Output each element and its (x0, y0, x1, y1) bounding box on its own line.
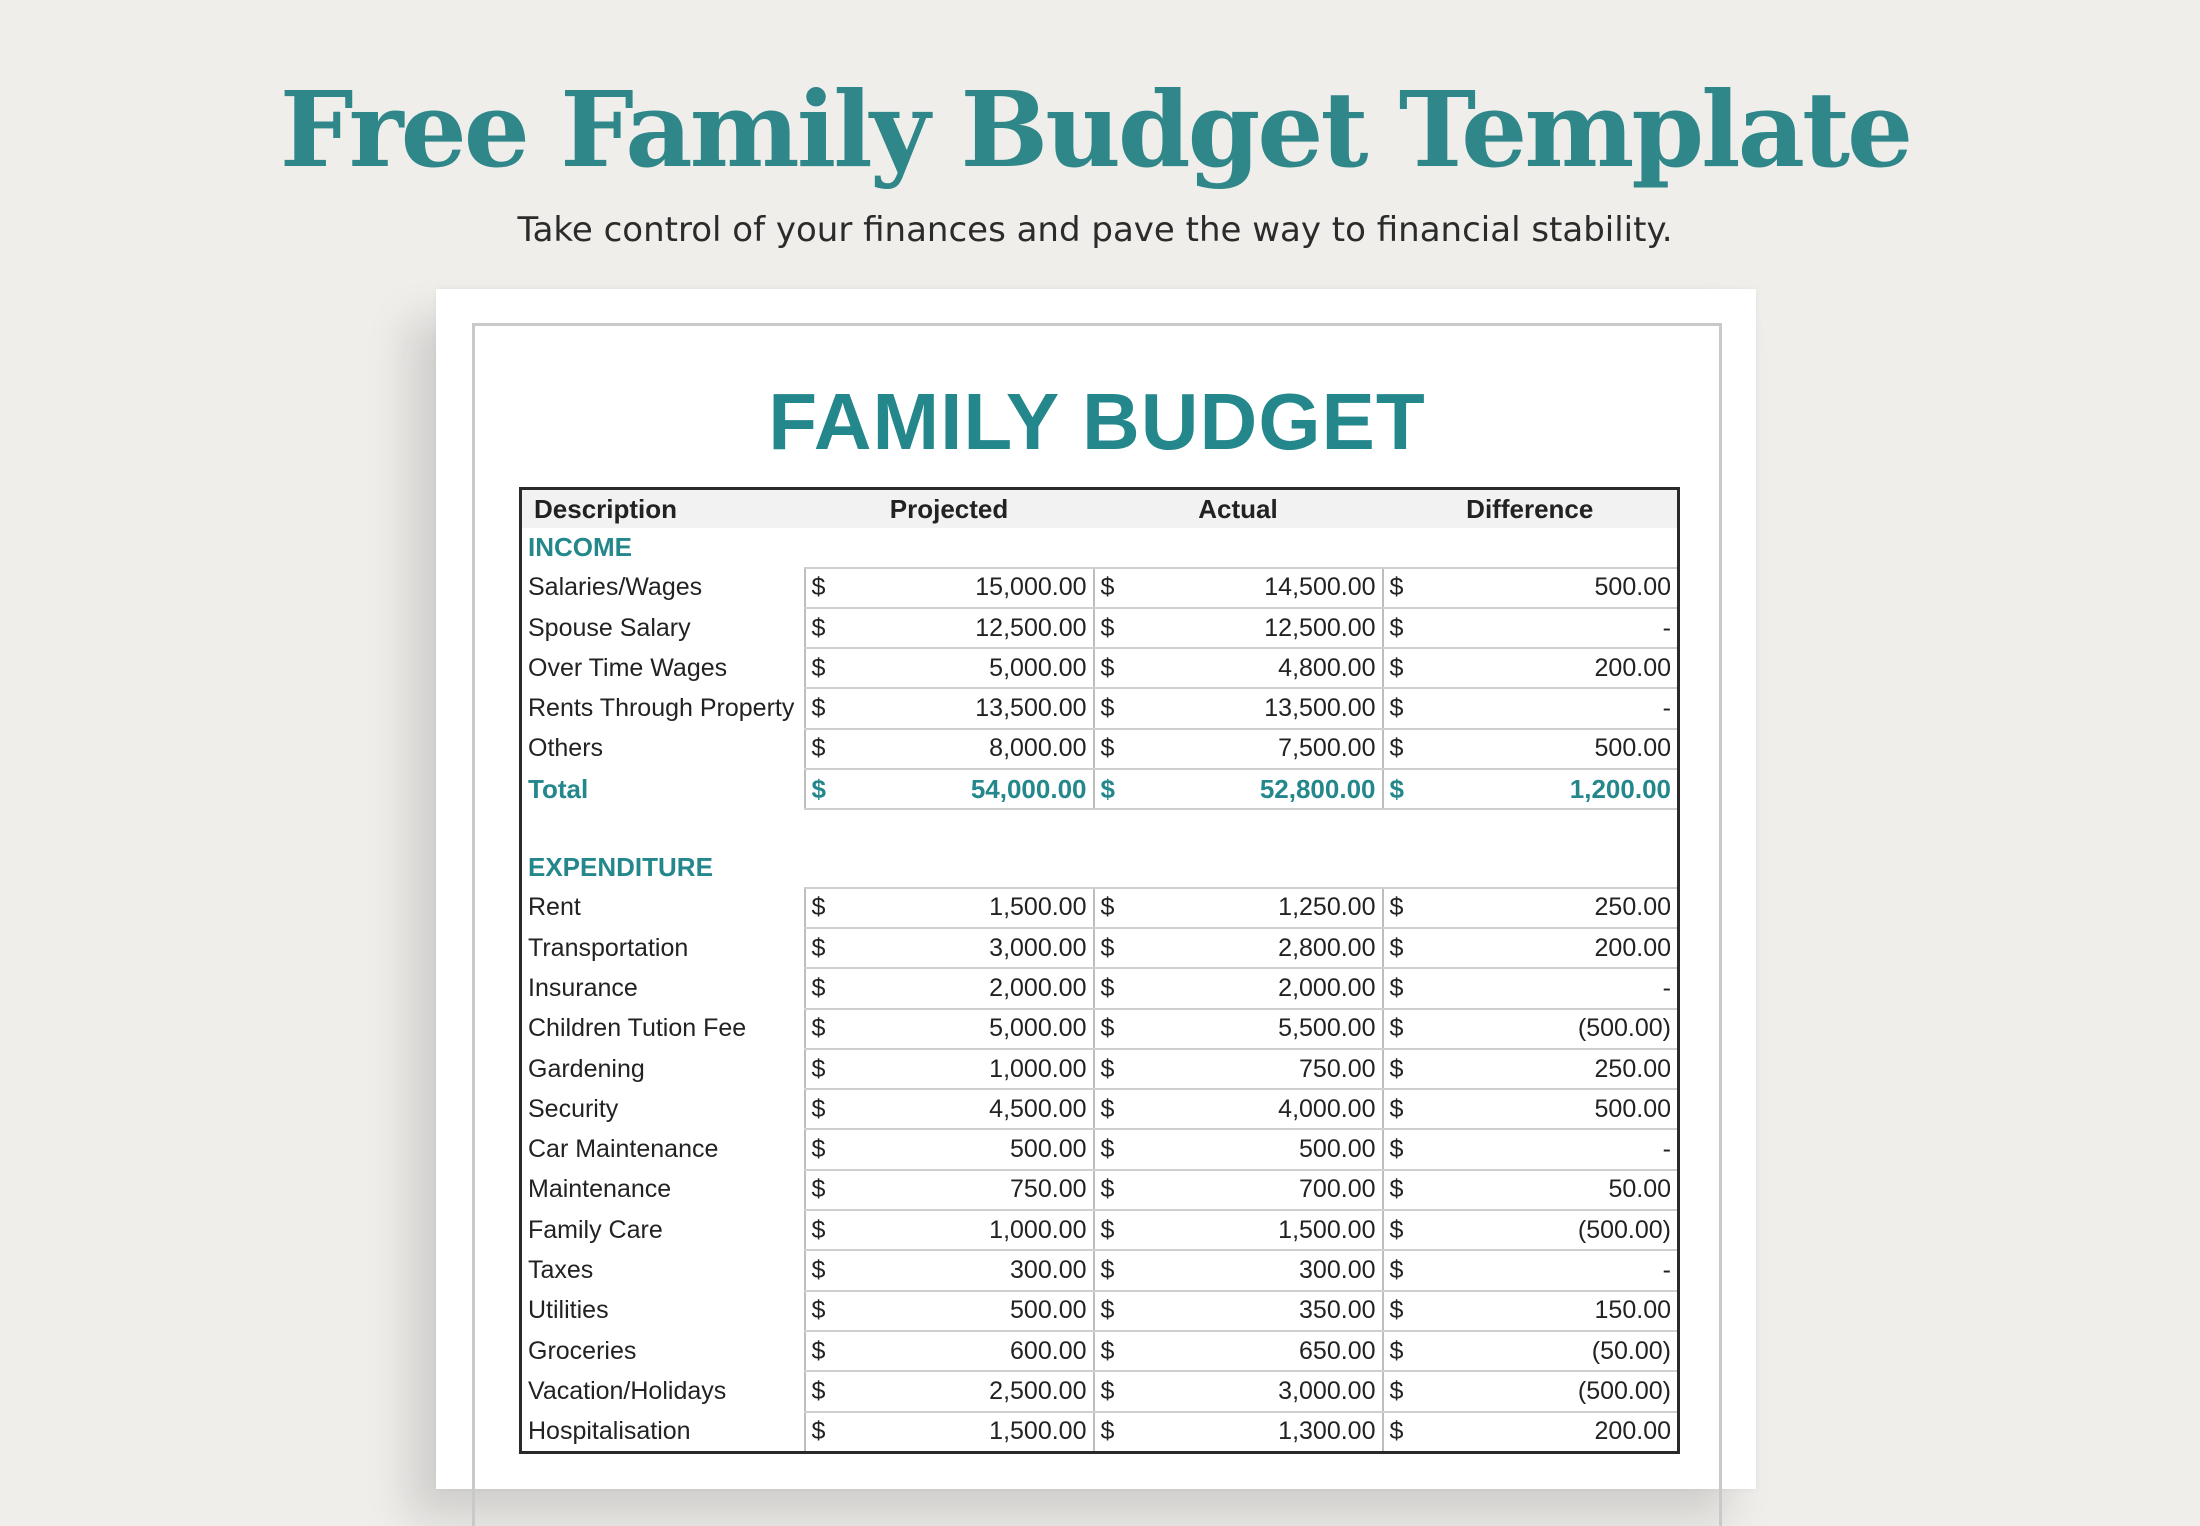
projected-value: 4,500.00 (841, 1089, 1094, 1129)
projected-value: 8,000.00 (841, 729, 1094, 769)
row-description: Security (528, 1094, 619, 1123)
income-section-row (521, 528, 1679, 567)
currency-symbol: $ (1094, 968, 1130, 1008)
projected-value: 5,000.00 (841, 648, 1094, 688)
difference-value: - (1419, 1250, 1679, 1290)
currency-symbol: $ (1094, 928, 1130, 968)
currency-symbol: $ (1094, 608, 1130, 648)
total-label: Total (528, 773, 589, 804)
currency-symbol: $ (1383, 888, 1419, 928)
currency-symbol: $ (1383, 1371, 1419, 1411)
expenditure-section-row (521, 848, 1679, 887)
difference-value: 250.00 (1419, 1049, 1679, 1089)
currency-symbol: $ (805, 1089, 841, 1129)
currency-symbol: $ (1094, 1009, 1130, 1049)
table-row (521, 1170, 1679, 1210)
row-description: Utilities (528, 1296, 609, 1325)
row-description: Hospitalisation (528, 1416, 691, 1445)
currency-symbol: $ (1383, 688, 1419, 728)
currency-symbol: $ (805, 928, 841, 968)
row-description: Gardening (528, 1054, 645, 1083)
table-row (521, 1331, 1679, 1371)
projected-value: 2,000.00 (841, 968, 1094, 1008)
currency-symbol: $ (1094, 729, 1130, 769)
row-description: Others (528, 734, 604, 763)
table-row (521, 1210, 1679, 1250)
currency-symbol: $ (1383, 1412, 1419, 1453)
projected-value: 300.00 (841, 1250, 1094, 1290)
row-description: Spouse Salary (528, 613, 691, 642)
currency-symbol: $ (1094, 1291, 1130, 1331)
row-description: Groceries (528, 1336, 637, 1365)
projected-value: 1,500.00 (841, 1412, 1094, 1453)
currency-symbol: $ (1383, 1170, 1419, 1210)
currency-symbol: $ (805, 1210, 841, 1250)
budget-sheet (436, 289, 1756, 1489)
currency-symbol: $ (1094, 1371, 1130, 1411)
table-row (521, 1412, 1679, 1453)
currency-symbol: $ (1094, 648, 1130, 688)
currency-symbol: $ (1094, 1412, 1130, 1453)
difference-value: 500.00 (1419, 568, 1679, 608)
page-subtitle: Take control of your finances and pave the way to financial stability. (517, 210, 1673, 250)
projected-value: 5,000.00 (841, 1009, 1094, 1049)
currency-symbol: $ (1383, 1331, 1419, 1371)
currency-symbol: $ (1383, 608, 1419, 648)
projected-value: 12,500.00 (841, 608, 1094, 648)
table-row (521, 568, 1679, 608)
row-description: Rents Through Property (528, 694, 795, 723)
difference-value: 200.00 (1419, 928, 1679, 968)
currency-symbol: $ (1383, 968, 1419, 1008)
total-projected-value: 54,000.00 (841, 769, 1094, 809)
projected-value: 500.00 (841, 1129, 1094, 1169)
currency-symbol: $ (805, 729, 841, 769)
difference-value: - (1419, 608, 1679, 648)
table-row (521, 928, 1679, 968)
currency-symbol: $ (805, 1412, 841, 1453)
actual-value: 7,500.00 (1130, 729, 1383, 769)
currency-symbol: $ (1094, 1170, 1130, 1210)
currency-symbol: $ (805, 568, 841, 608)
currency-symbol: $ (805, 1331, 841, 1371)
table-row (521, 608, 1679, 648)
currency-symbol: $ (1094, 769, 1130, 809)
column-header-difference: Difference (1466, 493, 1594, 524)
difference-value: - (1419, 688, 1679, 728)
row-description: Over Time Wages (528, 653, 728, 682)
currency-symbol: $ (1094, 1049, 1130, 1089)
projected-value: 1,500.00 (841, 888, 1094, 928)
projected-value: 3,000.00 (841, 928, 1094, 968)
difference-value: (50.00) (1419, 1331, 1679, 1371)
currency-symbol: $ (1094, 688, 1130, 728)
projected-value: 13,500.00 (841, 688, 1094, 728)
currency-symbol: $ (1383, 928, 1419, 968)
actual-value: 1,250.00 (1130, 888, 1383, 928)
difference-value: (500.00) (1419, 1210, 1679, 1250)
page-title: Free Family Budget Template (279, 68, 1911, 191)
actual-value: 3,000.00 (1130, 1371, 1383, 1411)
currency-symbol: $ (1094, 1089, 1130, 1129)
row-description: Children Tution Fee (528, 1014, 747, 1043)
document-title: FAMILY BUDGET (768, 377, 1426, 466)
currency-symbol: $ (805, 1129, 841, 1169)
currency-symbol: $ (1383, 1291, 1419, 1331)
currency-symbol: $ (1094, 1210, 1130, 1250)
sheet-frame (472, 323, 1722, 1526)
income-section-label: INCOME (528, 531, 632, 562)
column-header-description: Description (534, 493, 678, 524)
currency-symbol: $ (1383, 568, 1419, 608)
currency-symbol: $ (1383, 1049, 1419, 1089)
projected-value: 600.00 (841, 1331, 1094, 1371)
currency-symbol: $ (1383, 1009, 1419, 1049)
actual-value: 5,500.00 (1130, 1009, 1383, 1049)
actual-value: 300.00 (1130, 1250, 1383, 1290)
total-actual-value: 52,800.00 (1130, 769, 1383, 809)
actual-value: 2,800.00 (1130, 928, 1383, 968)
actual-value: 500.00 (1130, 1129, 1383, 1169)
row-description: Salaries/Wages (528, 573, 703, 602)
currency-symbol: $ (805, 1291, 841, 1331)
table-row (521, 688, 1679, 728)
currency-symbol: $ (805, 1250, 841, 1290)
currency-symbol: $ (805, 688, 841, 728)
difference-value: 200.00 (1419, 648, 1679, 688)
currency-symbol: $ (805, 769, 841, 809)
row-description: Car Maintenance (528, 1135, 719, 1164)
difference-value: 500.00 (1419, 729, 1679, 769)
currency-symbol: $ (1383, 1210, 1419, 1250)
row-description: Family Care (528, 1215, 663, 1244)
expenditure-section-label: EXPENDITURE (528, 852, 713, 883)
difference-value: 150.00 (1419, 1291, 1679, 1331)
table-row (521, 729, 1679, 769)
actual-value: 12,500.00 (1130, 608, 1383, 648)
actual-value: 4,800.00 (1130, 648, 1383, 688)
table-row (521, 968, 1679, 1008)
table-row (521, 1049, 1679, 1089)
currency-symbol: $ (1094, 1129, 1130, 1169)
row-description: Transportation (528, 933, 689, 962)
table-row (521, 888, 1679, 928)
difference-value: 200.00 (1419, 1412, 1679, 1453)
table-row (521, 648, 1679, 688)
table-row (521, 1089, 1679, 1129)
projected-value: 500.00 (841, 1291, 1094, 1331)
difference-value: (500.00) (1419, 1371, 1679, 1411)
difference-value: 500.00 (1419, 1089, 1679, 1129)
currency-symbol: $ (1383, 769, 1419, 809)
actual-value: 350.00 (1130, 1291, 1383, 1331)
actual-value: 750.00 (1130, 1049, 1383, 1089)
difference-value: 250.00 (1419, 888, 1679, 928)
actual-value: 1,300.00 (1130, 1412, 1383, 1453)
projected-value: 2,500.00 (841, 1371, 1094, 1411)
table-row (521, 1129, 1679, 1169)
actual-value: 13,500.00 (1130, 688, 1383, 728)
currency-symbol: $ (1383, 729, 1419, 769)
section-spacer (521, 809, 1679, 848)
table-row (521, 1250, 1679, 1290)
difference-value: - (1419, 968, 1679, 1008)
projected-value: 15,000.00 (841, 568, 1094, 608)
column-header-actual: Actual (1198, 493, 1278, 524)
column-header-projected: Projected (889, 493, 1009, 524)
row-description: Rent (528, 893, 581, 922)
currency-symbol: $ (1383, 1129, 1419, 1169)
actual-value: 14,500.00 (1130, 568, 1383, 608)
table-header-row (521, 489, 1679, 529)
actual-value: 1,500.00 (1130, 1210, 1383, 1250)
row-description: Vacation/Holidays (528, 1376, 727, 1405)
actual-value: 4,000.00 (1130, 1089, 1383, 1129)
difference-value: 50.00 (1419, 1170, 1679, 1210)
table-row (521, 1291, 1679, 1331)
row-description: Taxes (528, 1255, 594, 1284)
currency-symbol: $ (805, 648, 841, 688)
currency-symbol: $ (805, 968, 841, 1008)
currency-symbol: $ (1383, 648, 1419, 688)
currency-symbol: $ (1094, 888, 1130, 928)
projected-value: 1,000.00 (841, 1049, 1094, 1089)
currency-symbol: $ (805, 1371, 841, 1411)
table-row (521, 1009, 1679, 1049)
currency-symbol: $ (1383, 1250, 1419, 1290)
row-description: Insurance (528, 973, 638, 1002)
difference-value: - (1419, 1129, 1679, 1169)
budget-table (519, 487, 1680, 1454)
projected-value: 750.00 (841, 1170, 1094, 1210)
currency-symbol: $ (805, 1009, 841, 1049)
row-description: Maintenance (528, 1175, 672, 1204)
difference-value: (500.00) (1419, 1009, 1679, 1049)
currency-symbol: $ (805, 1049, 841, 1089)
income-total-row (521, 769, 1679, 809)
spacer-cell (521, 809, 1679, 848)
currency-symbol: $ (805, 1170, 841, 1210)
currency-symbol: $ (1094, 1331, 1130, 1371)
table-row (521, 1371, 1679, 1411)
currency-symbol: $ (805, 608, 841, 648)
projected-value: 1,000.00 (841, 1210, 1094, 1250)
currency-symbol: $ (1094, 568, 1130, 608)
actual-value: 650.00 (1130, 1331, 1383, 1371)
actual-value: 2,000.00 (1130, 968, 1383, 1008)
total-difference-value: 1,200.00 (1419, 769, 1679, 809)
currency-symbol: $ (1094, 1250, 1130, 1290)
actual-value: 700.00 (1130, 1170, 1383, 1210)
currency-symbol: $ (805, 888, 841, 928)
currency-symbol: $ (1383, 1089, 1419, 1129)
